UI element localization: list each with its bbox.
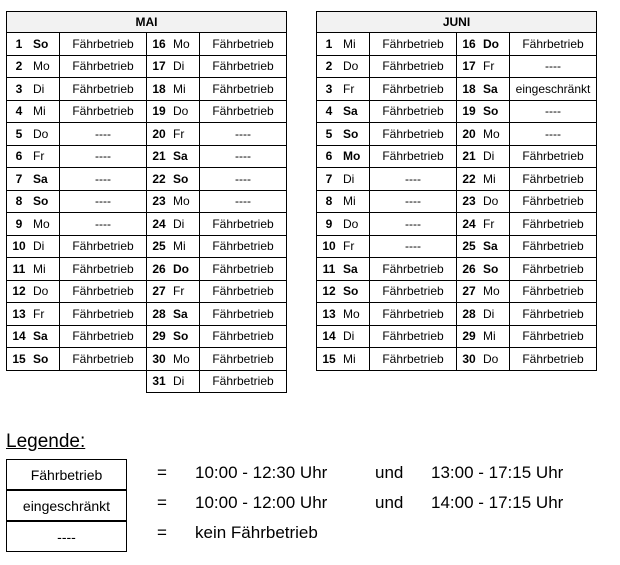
ferry-status: Fährbetrieb bbox=[370, 123, 457, 146]
calendar-row bbox=[7, 280, 287, 303]
ferry-status: ---- bbox=[60, 145, 147, 168]
weekday: Di bbox=[341, 168, 370, 191]
ferry-status: ---- bbox=[200, 123, 287, 146]
day-number: 24 bbox=[147, 213, 172, 236]
legend-und: und bbox=[375, 493, 404, 512]
day-number: 5 bbox=[317, 123, 342, 146]
day-number: 21 bbox=[457, 145, 482, 168]
legend-row bbox=[157, 523, 318, 543]
calendar-row bbox=[7, 100, 287, 123]
ferry-status: Fährbetrieb bbox=[370, 348, 457, 371]
day-number: 2 bbox=[7, 55, 32, 78]
ferry-status: Fährbetrieb bbox=[200, 100, 287, 123]
legend-time-1: 10:00 - 12:00 Uhr bbox=[195, 493, 328, 512]
ferry-status: Fährbetrieb bbox=[370, 145, 457, 168]
weekday: So bbox=[31, 190, 60, 213]
calendar-juni bbox=[316, 11, 597, 371]
calendar-row bbox=[317, 258, 597, 281]
weekday: Mi bbox=[31, 100, 60, 123]
weekday: So bbox=[31, 348, 60, 371]
legend-label-faehrbetrieb: Fährbetrieb bbox=[6, 459, 127, 490]
weekday: Mo bbox=[171, 33, 200, 56]
ferry-status: ---- bbox=[370, 190, 457, 213]
ferry-status: ---- bbox=[200, 168, 287, 191]
day-number: 27 bbox=[147, 280, 172, 303]
day-number: 2 bbox=[317, 55, 342, 78]
empty-cell bbox=[7, 370, 147, 393]
weekday: Do bbox=[31, 280, 60, 303]
day-number: 10 bbox=[317, 235, 342, 258]
legend-row bbox=[157, 463, 563, 483]
ferry-status: ---- bbox=[60, 213, 147, 236]
ferry-status: Fährbetrieb bbox=[60, 303, 147, 326]
day-number: 18 bbox=[147, 78, 172, 101]
weekday: So bbox=[31, 33, 60, 56]
month-title: MAI bbox=[7, 12, 287, 33]
day-number: 27 bbox=[457, 280, 482, 303]
legend-time-1: 10:00 - 12:30 Uhr bbox=[195, 463, 328, 482]
weekday: So bbox=[481, 100, 510, 123]
ferry-status: Fährbetrieb bbox=[370, 325, 457, 348]
calendar-row bbox=[317, 168, 597, 191]
weekday: Do bbox=[481, 190, 510, 213]
calendar-row bbox=[7, 145, 287, 168]
calendar-row bbox=[317, 78, 597, 101]
day-number: 13 bbox=[7, 303, 32, 326]
weekday: Mi bbox=[481, 168, 510, 191]
weekday: So bbox=[171, 325, 200, 348]
weekday: Mi bbox=[341, 348, 370, 371]
day-number: 9 bbox=[7, 213, 32, 236]
day-number: 15 bbox=[7, 348, 32, 371]
weekday: Di bbox=[31, 235, 60, 258]
day-number: 6 bbox=[317, 145, 342, 168]
weekday: Do bbox=[341, 55, 370, 78]
weekday: Fr bbox=[481, 213, 510, 236]
weekday: Di bbox=[481, 303, 510, 326]
day-number: 17 bbox=[147, 55, 172, 78]
calendar-row bbox=[7, 55, 287, 78]
ferry-status: Fährbetrieb bbox=[200, 33, 287, 56]
calendar-mai bbox=[6, 11, 287, 393]
calendar-row bbox=[7, 325, 287, 348]
day-number: 10 bbox=[7, 235, 32, 258]
calendar-row bbox=[317, 213, 597, 236]
day-number: 3 bbox=[7, 78, 32, 101]
weekday: Fr bbox=[31, 303, 60, 326]
ferry-status: Fährbetrieb bbox=[510, 213, 597, 236]
legend-time-2: 14:00 - 17:15 Uhr bbox=[431, 493, 564, 512]
ferry-status: ---- bbox=[370, 235, 457, 258]
day-number: 3 bbox=[317, 78, 342, 101]
calendar-row bbox=[7, 78, 287, 101]
ferry-status: Fährbetrieb bbox=[60, 78, 147, 101]
day-number: 16 bbox=[457, 33, 482, 56]
day-number: 22 bbox=[457, 168, 482, 191]
day-number: 7 bbox=[317, 168, 342, 191]
weekday: So bbox=[171, 168, 200, 191]
calendar-row bbox=[317, 280, 597, 303]
calendar-row bbox=[317, 123, 597, 146]
day-number: 14 bbox=[317, 325, 342, 348]
day-number: 25 bbox=[147, 235, 172, 258]
day-number: 26 bbox=[457, 258, 482, 281]
ferry-status: Fährbetrieb bbox=[370, 258, 457, 281]
legend-equals: = bbox=[157, 463, 167, 482]
ferry-status: ---- bbox=[200, 190, 287, 213]
ferry-status: Fährbetrieb bbox=[510, 258, 597, 281]
ferry-status: Fährbetrieb bbox=[510, 280, 597, 303]
weekday: Mi bbox=[171, 235, 200, 258]
ferry-status: Fährbetrieb bbox=[370, 33, 457, 56]
day-number: 11 bbox=[317, 258, 342, 281]
weekday: Di bbox=[171, 55, 200, 78]
day-number: 29 bbox=[147, 325, 172, 348]
weekday: Sa bbox=[171, 303, 200, 326]
weekday: Do bbox=[31, 123, 60, 146]
ferry-status: Fährbetrieb bbox=[510, 325, 597, 348]
ferry-status: Fährbetrieb bbox=[510, 190, 597, 213]
day-number: 13 bbox=[317, 303, 342, 326]
weekday: Di bbox=[171, 370, 200, 393]
legend-label-kein: ---- bbox=[6, 521, 127, 552]
ferry-status: Fährbetrieb bbox=[60, 280, 147, 303]
weekday: Fr bbox=[31, 145, 60, 168]
day-number: 21 bbox=[147, 145, 172, 168]
calendar-row bbox=[7, 33, 287, 56]
weekday: Fr bbox=[341, 235, 370, 258]
day-number: 20 bbox=[457, 123, 482, 146]
calendar-row bbox=[317, 100, 597, 123]
calendar-row bbox=[7, 258, 287, 281]
day-number: 11 bbox=[7, 258, 32, 281]
ferry-status: Fährbetrieb bbox=[60, 33, 147, 56]
legend-time-2: 13:00 - 17:15 Uhr bbox=[431, 463, 564, 482]
ferry-status: Fährbetrieb bbox=[60, 258, 147, 281]
calendar-row bbox=[7, 235, 287, 258]
weekday: Fr bbox=[171, 280, 200, 303]
calendar-row bbox=[317, 145, 597, 168]
ferry-status: Fährbetrieb bbox=[200, 348, 287, 371]
ferry-status: ---- bbox=[510, 100, 597, 123]
ferry-status: Fährbetrieb bbox=[200, 258, 287, 281]
day-number: 30 bbox=[147, 348, 172, 371]
day-number: 18 bbox=[457, 78, 482, 101]
day-number: 23 bbox=[457, 190, 482, 213]
legend-title: Legende: bbox=[6, 431, 86, 452]
weekday: Do bbox=[481, 348, 510, 371]
day-number: 29 bbox=[457, 325, 482, 348]
weekday: Sa bbox=[171, 145, 200, 168]
calendar-row bbox=[7, 370, 287, 393]
ferry-status: Fährbetrieb bbox=[60, 55, 147, 78]
day-number: 28 bbox=[147, 303, 172, 326]
ferry-status: ---- bbox=[200, 145, 287, 168]
weekday: Sa bbox=[481, 235, 510, 258]
ferry-status: Fährbetrieb bbox=[200, 370, 287, 393]
weekday: So bbox=[341, 280, 370, 303]
calendar-row bbox=[7, 123, 287, 146]
day-number: 19 bbox=[147, 100, 172, 123]
calendar-row bbox=[7, 303, 287, 326]
legend-und: und bbox=[375, 463, 404, 482]
day-number: 8 bbox=[317, 190, 342, 213]
day-number: 22 bbox=[147, 168, 172, 191]
ferry-status: Fährbetrieb bbox=[200, 325, 287, 348]
weekday: Sa bbox=[341, 258, 370, 281]
weekday: Do bbox=[481, 33, 510, 56]
month-title: JUNI bbox=[317, 12, 597, 33]
day-number: 17 bbox=[457, 55, 482, 78]
day-number: 7 bbox=[7, 168, 32, 191]
ferry-status: Fährbetrieb bbox=[510, 303, 597, 326]
weekday: Do bbox=[171, 100, 200, 123]
weekday: So bbox=[481, 258, 510, 281]
ferry-status: ---- bbox=[60, 190, 147, 213]
ferry-status: Fährbetrieb bbox=[510, 168, 597, 191]
weekday: Fr bbox=[171, 123, 200, 146]
day-number: 5 bbox=[7, 123, 32, 146]
calendar-row bbox=[317, 235, 597, 258]
weekday: Di bbox=[171, 213, 200, 236]
ferry-status: ---- bbox=[370, 168, 457, 191]
day-number: 23 bbox=[147, 190, 172, 213]
day-number: 4 bbox=[317, 100, 342, 123]
ferry-status: Fährbetrieb bbox=[200, 55, 287, 78]
calendar-row bbox=[317, 33, 597, 56]
day-number: 20 bbox=[147, 123, 172, 146]
ferry-status: Fährbetrieb bbox=[510, 348, 597, 371]
ferry-status: Fährbetrieb bbox=[370, 78, 457, 101]
calendar-row bbox=[317, 303, 597, 326]
ferry-status: Fährbetrieb bbox=[510, 235, 597, 258]
ferry-status: ---- bbox=[510, 123, 597, 146]
calendar-row bbox=[7, 190, 287, 213]
weekday: Do bbox=[341, 213, 370, 236]
day-number: 16 bbox=[147, 33, 172, 56]
ferry-status: eingeschränkt bbox=[510, 78, 597, 101]
day-number: 12 bbox=[7, 280, 32, 303]
day-number: 14 bbox=[7, 325, 32, 348]
calendar-row bbox=[317, 325, 597, 348]
ferry-status: Fährbetrieb bbox=[200, 235, 287, 258]
calendar-row bbox=[317, 55, 597, 78]
ferry-status: Fährbetrieb bbox=[370, 280, 457, 303]
weekday: Sa bbox=[31, 325, 60, 348]
ferry-status: Fährbetrieb bbox=[200, 303, 287, 326]
day-number: 24 bbox=[457, 213, 482, 236]
day-number: 19 bbox=[457, 100, 482, 123]
ferry-status: Fährbetrieb bbox=[200, 78, 287, 101]
ferry-status: Fährbetrieb bbox=[60, 235, 147, 258]
day-number: 15 bbox=[317, 348, 342, 371]
day-number: 6 bbox=[7, 145, 32, 168]
day-number: 1 bbox=[7, 33, 32, 56]
legend-no-service: kein Fährbetrieb bbox=[195, 523, 318, 542]
weekday: Mi bbox=[31, 258, 60, 281]
calendar-row bbox=[317, 348, 597, 371]
ferry-status: Fährbetrieb bbox=[60, 348, 147, 371]
ferry-status: Fährbetrieb bbox=[370, 55, 457, 78]
legend-label-eingeschraenkt: eingeschränkt bbox=[6, 490, 127, 521]
weekday: Mo bbox=[31, 55, 60, 78]
ferry-status: Fährbetrieb bbox=[370, 100, 457, 123]
weekday: Sa bbox=[31, 168, 60, 191]
ferry-status: ---- bbox=[60, 123, 147, 146]
weekday: Mo bbox=[481, 280, 510, 303]
weekday: So bbox=[341, 123, 370, 146]
day-number: 26 bbox=[147, 258, 172, 281]
ferry-status: ---- bbox=[370, 213, 457, 236]
weekday: Mo bbox=[171, 190, 200, 213]
ferry-status: Fährbetrieb bbox=[510, 33, 597, 56]
weekday: Mo bbox=[341, 303, 370, 326]
day-number: 1 bbox=[317, 33, 342, 56]
calendar-row bbox=[7, 168, 287, 191]
weekday: Fr bbox=[481, 55, 510, 78]
ferry-status: ---- bbox=[60, 168, 147, 191]
day-number: 4 bbox=[7, 100, 32, 123]
legend-row bbox=[157, 493, 563, 513]
day-number: 9 bbox=[317, 213, 342, 236]
day-number: 8 bbox=[7, 190, 32, 213]
day-number: 25 bbox=[457, 235, 482, 258]
weekday: Do bbox=[171, 258, 200, 281]
ferry-status: Fährbetrieb bbox=[370, 303, 457, 326]
weekday: Mi bbox=[171, 78, 200, 101]
calendar-row bbox=[7, 348, 287, 371]
weekday: Mo bbox=[171, 348, 200, 371]
day-number: 12 bbox=[317, 280, 342, 303]
weekday: Mi bbox=[341, 33, 370, 56]
weekday: Fr bbox=[341, 78, 370, 101]
weekday: Di bbox=[31, 78, 60, 101]
legend-equals: = bbox=[157, 523, 167, 542]
weekday: Mi bbox=[341, 190, 370, 213]
ferry-status: Fährbetrieb bbox=[60, 325, 147, 348]
weekday: Mo bbox=[31, 213, 60, 236]
day-number: 28 bbox=[457, 303, 482, 326]
weekday: Di bbox=[481, 145, 510, 168]
day-number: 30 bbox=[457, 348, 482, 371]
ferry-status: ---- bbox=[510, 55, 597, 78]
ferry-status: Fährbetrieb bbox=[200, 280, 287, 303]
legend-equals: = bbox=[157, 493, 167, 512]
weekday: Sa bbox=[481, 78, 510, 101]
ferry-status: Fährbetrieb bbox=[60, 100, 147, 123]
ferry-status: Fährbetrieb bbox=[200, 213, 287, 236]
day-number: 31 bbox=[147, 370, 172, 393]
weekday: Mo bbox=[481, 123, 510, 146]
ferry-status: Fährbetrieb bbox=[510, 145, 597, 168]
calendar-row bbox=[317, 190, 597, 213]
weekday: Mi bbox=[481, 325, 510, 348]
weekday: Di bbox=[341, 325, 370, 348]
calendar-row bbox=[7, 213, 287, 236]
weekday: Mo bbox=[341, 145, 370, 168]
weekday: Sa bbox=[341, 100, 370, 123]
